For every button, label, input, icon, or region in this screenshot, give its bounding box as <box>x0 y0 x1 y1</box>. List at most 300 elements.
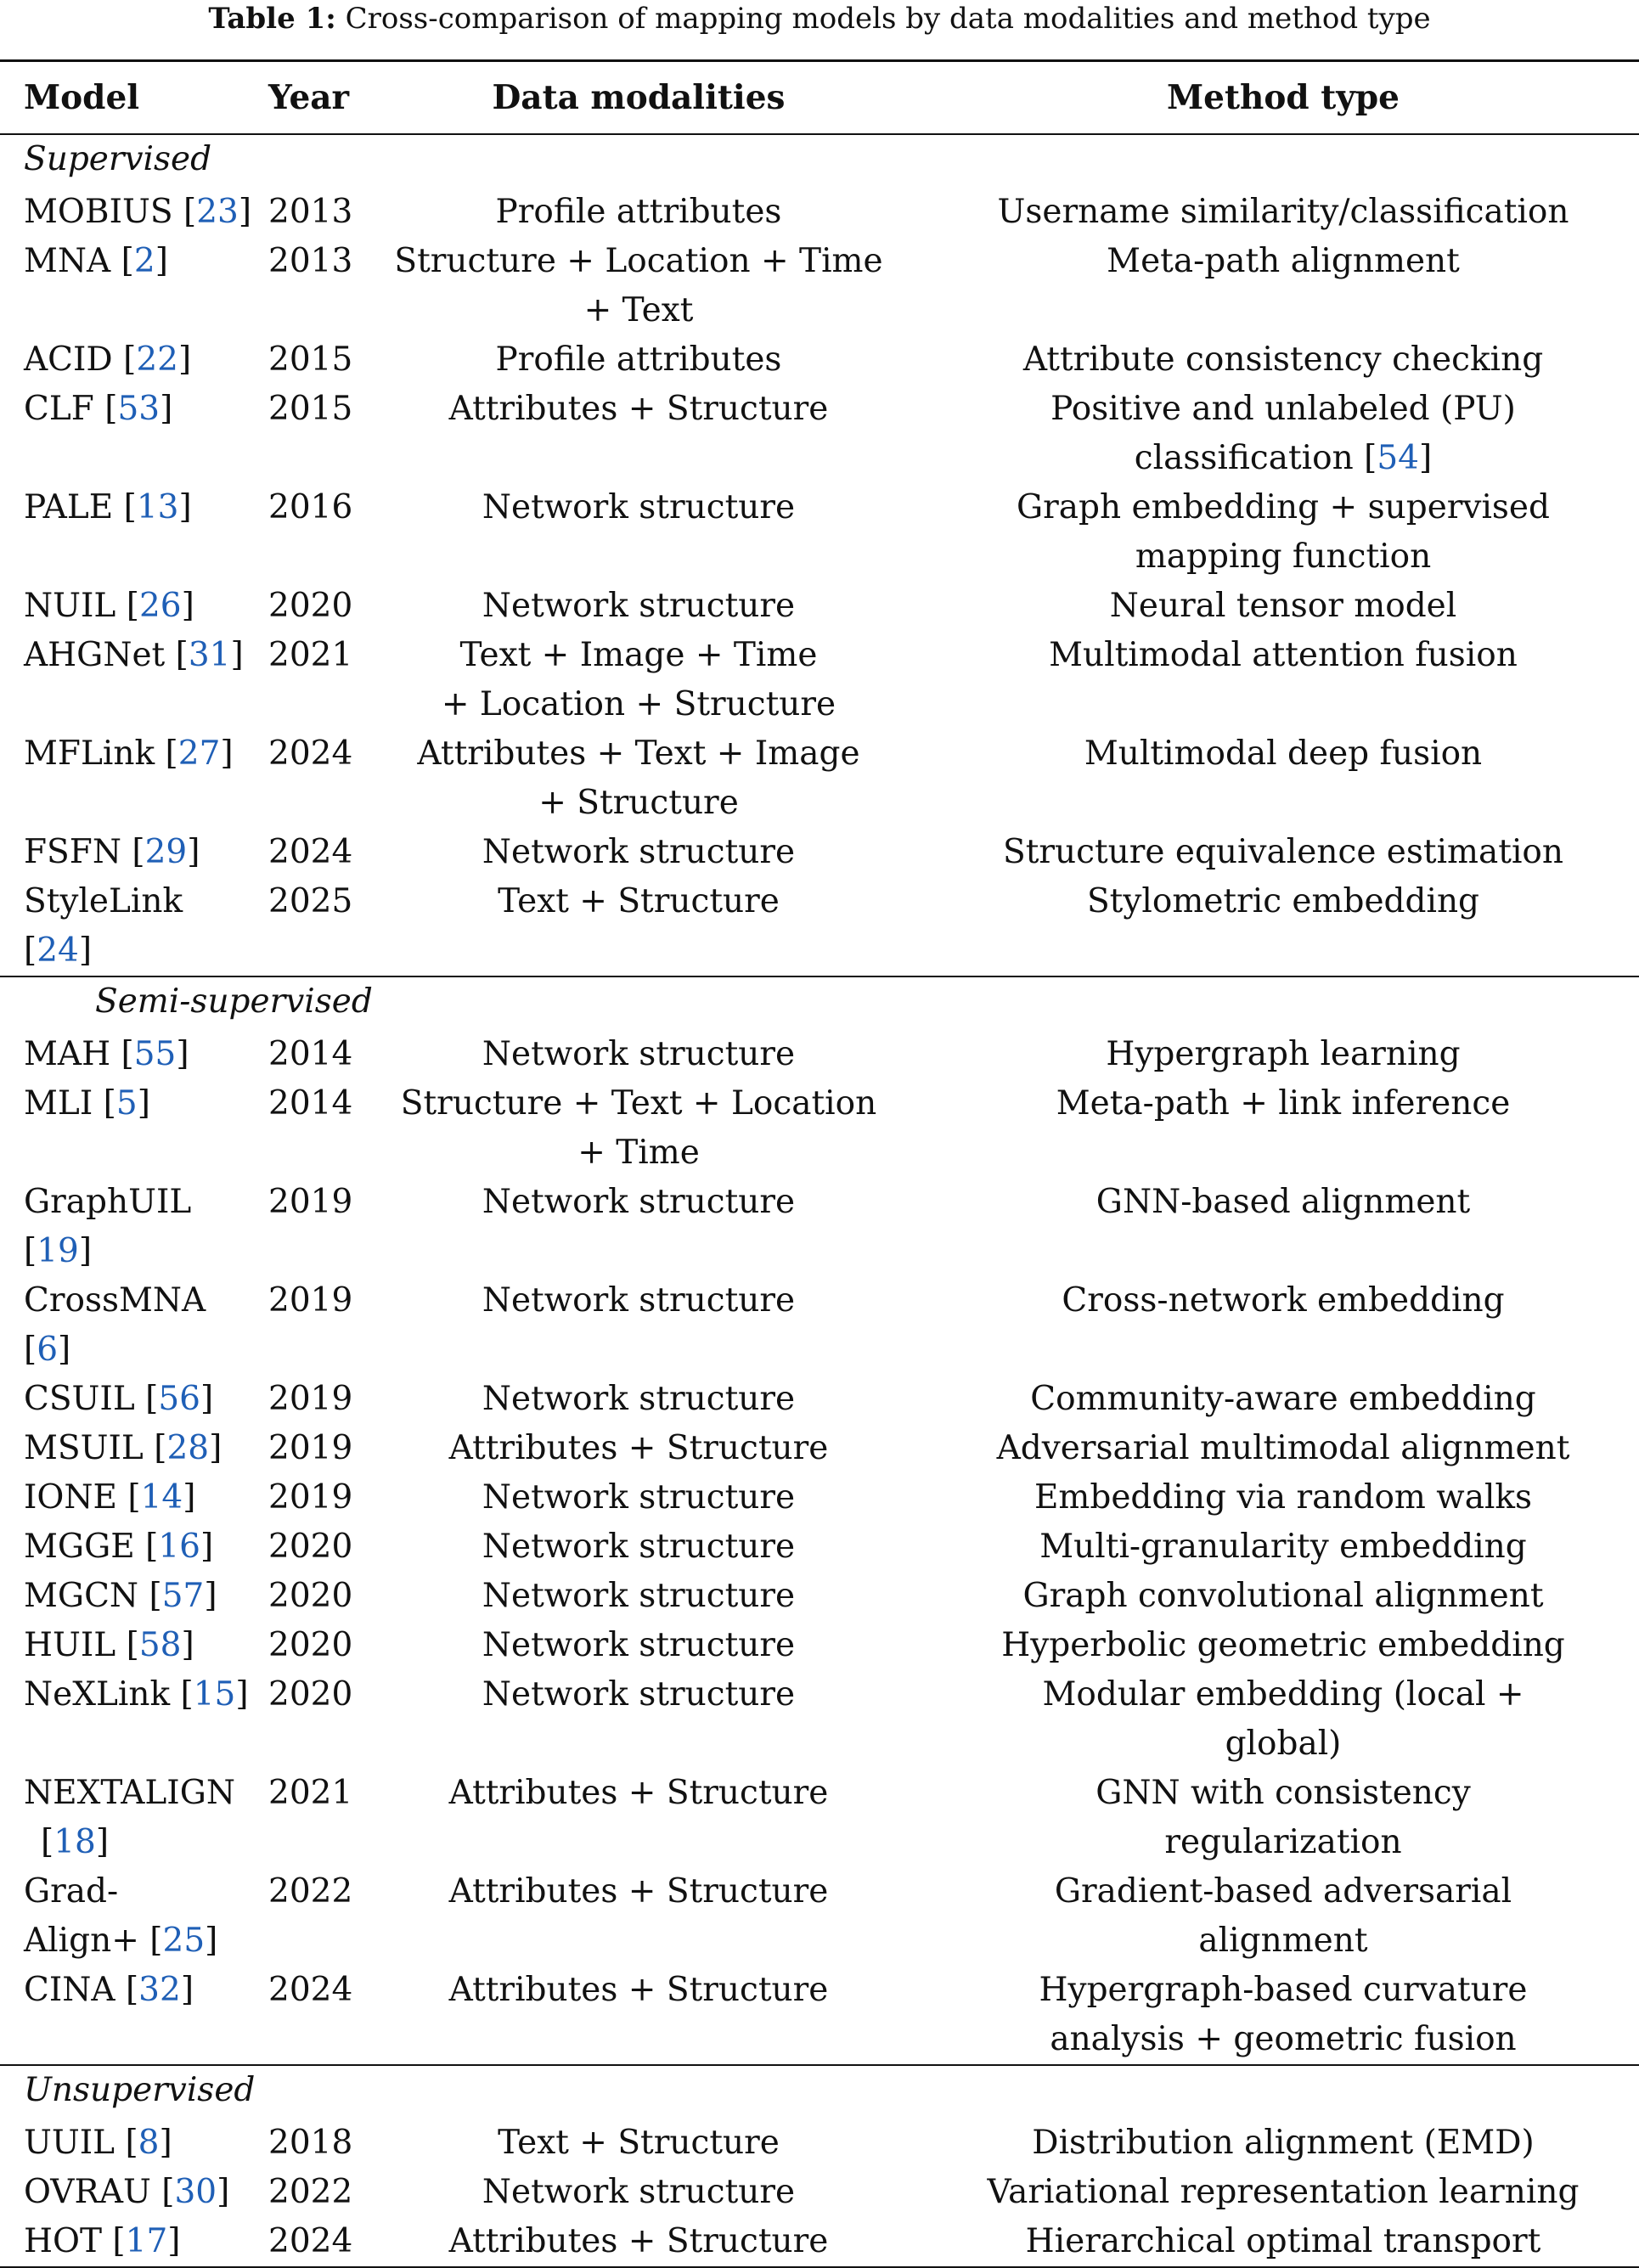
data-modalities-cell <box>350 1079 927 1178</box>
method-type-text: Username similarity/classification <box>997 193 1569 231</box>
data-modalities-line: Structure + Location + Time <box>394 242 883 280</box>
table-row <box>0 335 1639 385</box>
method-type-cell <box>927 2119 1639 2168</box>
model-name: CrossMNA [6] <box>24 1281 206 1369</box>
method-type-cell <box>927 1030 1639 1079</box>
model-name-text: NEXTALIGN <box>24 1774 235 1812</box>
table-row <box>0 2119 1639 2168</box>
method-type-text: regularization <box>1164 1823 1402 1861</box>
model-name-text: CINA <box>24 1971 115 2009</box>
model-name-text: Grad- <box>24 1872 119 1911</box>
model-name: Align+ [25] <box>24 1922 218 1960</box>
method-type-cell <box>927 1621 1639 1670</box>
comparison-table <box>0 59 1639 2268</box>
data-modalities-line: Network structure <box>482 1528 796 1566</box>
data-modalities-cell <box>350 1030 927 1079</box>
model-name-text: StyleLink <box>24 882 183 920</box>
method-type-line <box>927 1522 1639 1572</box>
citation-link[interactable]: 55 <box>133 1035 177 1073</box>
method-type-text: Multimodal deep fusion <box>1084 734 1483 773</box>
model-cell <box>0 828 255 877</box>
group-header-row <box>0 976 1639 1030</box>
year-cell: 2015 <box>268 390 353 428</box>
model-name: IONE [14] <box>24 1478 196 1517</box>
model-cell <box>0 729 255 828</box>
table-row <box>0 1522 1639 1572</box>
method-type-text: Gradient-based adversarial <box>1054 1872 1512 1911</box>
model-name-text: MOBIUS <box>24 193 173 231</box>
method-type-text: Distribution alignment (EMD) <box>1032 2124 1535 2162</box>
model-name: GraphUIL [19] <box>24 1183 192 1270</box>
model-name-text: CLF <box>24 390 94 428</box>
data-modalities-cell <box>350 1178 927 1276</box>
data-modalities-line: Text + Structure <box>498 882 780 920</box>
method-type-cell <box>927 483 1639 582</box>
data-modalities-line: Network structure <box>482 2173 796 2211</box>
citation-link[interactable]: 54 <box>1377 439 1419 477</box>
table-row <box>0 1867 1639 1966</box>
table-row <box>0 1670 1639 1769</box>
model-cell <box>0 2217 255 2267</box>
data-modalities-line: Text + Image + Time <box>459 636 818 674</box>
data-modalities-cell <box>350 1769 927 1867</box>
data-modalities-cell <box>350 1473 927 1522</box>
model-cell <box>0 1522 255 1572</box>
citation-link[interactable]: 22 <box>136 340 178 379</box>
table-row <box>0 483 1639 582</box>
data-modalities-cell <box>350 729 927 828</box>
year-cell: 2019 <box>268 1429 353 1467</box>
method-type-text: alignment <box>1198 1922 1368 1960</box>
model-cell <box>0 1276 255 1375</box>
model-name: MGGE [16] <box>24 1528 214 1566</box>
data-modalities-cell <box>350 1522 927 1572</box>
citation-link[interactable]: 17 <box>125 2222 168 2260</box>
data-modalities-line: Network structure <box>482 1281 796 1320</box>
model-name: HOT [17] <box>24 2222 181 2260</box>
method-type-text: Hierarchical optimal transport <box>1025 2222 1541 2260</box>
data-modalities-cell <box>350 1276 927 1375</box>
method-type-cell <box>927 1178 1639 1276</box>
method-type-text: Graph embedding + supervised <box>1017 488 1550 526</box>
data-modalities-line: Structure + Text + Location <box>400 1084 877 1123</box>
model-name: CLF [53] <box>24 390 173 428</box>
model-cell <box>0 1030 255 1079</box>
table-row <box>0 729 1639 828</box>
method-type-text: Hypergraph-based curvature <box>1039 1971 1528 2009</box>
model-name-text: HOT <box>24 2222 102 2260</box>
method-type-line <box>927 1079 1639 1128</box>
citation-link[interactable]: 31 <box>188 636 231 674</box>
method-type-cell <box>927 1670 1639 1769</box>
citation-link[interactable]: 2 <box>133 242 155 280</box>
year-cell: 2019 <box>268 1380 353 1418</box>
data-modalities-line: + Location + Structure <box>441 685 836 723</box>
method-type-cell <box>927 1375 1639 1424</box>
model-cell <box>0 1867 255 1966</box>
model-name-text: MAH <box>24 1035 111 1073</box>
table-row <box>0 582 1639 631</box>
header-method-type: Method type <box>927 61 1639 135</box>
data-modalities-cell <box>350 2119 927 2168</box>
method-type-text: Neural tensor model <box>1109 587 1457 625</box>
year-cell: 2014 <box>268 1084 353 1123</box>
model-cell <box>0 631 255 729</box>
year-cell: 2018 <box>268 2124 353 2162</box>
method-type-cell <box>927 729 1639 828</box>
data-modalities-cell <box>350 631 927 729</box>
model-name-text: MSUIL <box>24 1429 144 1467</box>
citation-link[interactable]: 27 <box>177 734 221 773</box>
method-type-cell <box>927 237 1639 335</box>
method-type-cell <box>927 335 1639 385</box>
table-row <box>0 631 1639 729</box>
method-type-line <box>927 1473 1639 1522</box>
data-modalities-cell <box>350 1670 927 1769</box>
method-type-cell <box>927 1473 1639 1522</box>
table-row <box>0 1473 1639 1522</box>
data-modalities-line: Network structure <box>482 1380 796 1418</box>
citation-link[interactable]: 15 <box>193 1675 236 1714</box>
method-type-line <box>927 1621 1639 1670</box>
model-cell <box>0 1572 255 1621</box>
citation-link[interactable]: 18 <box>54 1823 96 1861</box>
method-type-line <box>927 1769 1639 1818</box>
data-modalities-cell <box>350 335 927 385</box>
method-type-line <box>927 877 1639 926</box>
table-row <box>0 1769 1639 1867</box>
caption-text: Cross-comparison of mapping models by data modalities and method type <box>345 2 1431 36</box>
data-modalities-cell <box>350 1966 927 2065</box>
citation-link[interactable]: 5 <box>115 1084 138 1123</box>
caption-label: Table 1: <box>208 2 336 36</box>
citation-link[interactable]: 14 <box>140 1478 183 1517</box>
data-modalities-line: Attributes + Structure <box>448 390 829 428</box>
group-label: Semi-supervised <box>0 976 1639 1030</box>
citation-link[interactable]: 24 <box>37 931 79 970</box>
citation-link[interactable]: 30 <box>174 2173 217 2211</box>
year-cell: 2025 <box>268 882 353 920</box>
model-name: UUIL [8] <box>24 2124 172 2162</box>
model-name: ACID [22] <box>24 340 192 379</box>
year-cell: 2014 <box>268 1035 353 1073</box>
model-name-text: PALE <box>24 488 114 526</box>
model-name: MFLink [27] <box>24 734 234 773</box>
model-name: PALE [13] <box>24 488 192 526</box>
method-type-text: Cross-network embedding <box>1062 1281 1505 1320</box>
citation-link[interactable]: 16 <box>158 1528 200 1566</box>
model-name-text: UUIL <box>24 2124 115 2162</box>
year-cell: 2022 <box>268 1872 353 1911</box>
model-name-text: MGCN <box>24 1577 139 1615</box>
model-name-text: MFLink <box>24 734 155 773</box>
model-name-text: CrossMNA <box>24 1281 206 1320</box>
method-type-text: GNN-based alignment <box>1095 1183 1471 1221</box>
model-name <box>24 1867 255 1916</box>
model-name: HUIL [58] <box>24 1626 194 1664</box>
data-modalities-cell <box>350 1572 927 1621</box>
method-type-text: global) <box>1225 1725 1342 1763</box>
model-name: MAH [55] <box>24 1035 189 1073</box>
group-label: Unsupervised <box>0 2065 1639 2119</box>
year-cell: 2019 <box>268 1183 353 1221</box>
year-cell: 2013 <box>268 242 353 280</box>
method-type-line <box>927 532 1639 582</box>
method-type-text: GNN with consistency <box>1095 1774 1471 1812</box>
model-name-text: FSFN <box>24 833 121 871</box>
method-type-line <box>927 729 1639 779</box>
method-type-text: Structure equivalence estimation <box>1002 833 1564 871</box>
data-modalities-cell <box>350 1621 927 1670</box>
year-cell: 2020 <box>268 1577 353 1615</box>
model-cell <box>0 1966 255 2065</box>
citation-link[interactable]: 29 <box>144 833 188 871</box>
data-modalities-line: Attributes + Structure <box>448 1774 829 1812</box>
citation-link[interactable]: 56 <box>158 1380 200 1418</box>
method-type-cell <box>927 385 1639 483</box>
method-type-text: Graph convolutional alignment <box>1022 1577 1544 1615</box>
data-modalities-cell <box>350 1424 927 1473</box>
model-name-text: HUIL <box>24 1626 116 1664</box>
table-row <box>0 188 1639 237</box>
year-cell: 2019 <box>268 1281 353 1320</box>
method-type-text: Hyperbolic geometric embedding <box>1001 1626 1565 1664</box>
model-name: MGCN [57] <box>24 1577 217 1615</box>
year-cell: 2024 <box>268 1971 353 2009</box>
method-type-line <box>927 1178 1639 1227</box>
data-modalities-line: + Text <box>583 291 694 329</box>
method-type-text: Hypergraph learning <box>1106 1035 1461 1073</box>
method-type-line: classification [54] <box>1134 439 1433 477</box>
model-cell <box>0 385 255 483</box>
model-name-text: MGGE <box>24 1528 135 1566</box>
model-cell <box>0 582 255 631</box>
method-type-line <box>927 1867 1639 1916</box>
year-cell: 2020 <box>268 1528 353 1566</box>
data-modalities-line: Attributes + Structure <box>448 1971 829 2009</box>
method-type-cell <box>927 1769 1639 1867</box>
model-name: StyleLink [24] <box>24 882 183 970</box>
model-name: OVRAU [30] <box>24 2173 230 2211</box>
method-type-cell <box>927 1079 1639 1178</box>
data-modalities-cell <box>350 1375 927 1424</box>
data-modalities-line: Network structure <box>482 1035 796 1073</box>
table-row <box>0 1572 1639 1621</box>
year-cell: 2020 <box>268 1626 353 1664</box>
method-type-line <box>927 1375 1639 1424</box>
model-cell <box>0 1769 255 1867</box>
table-row <box>0 1030 1639 1079</box>
data-modalities-cell <box>350 582 927 631</box>
method-type-cell <box>927 1966 1639 2065</box>
table-caption <box>0 0 1639 36</box>
year-cell: 2020 <box>268 1675 353 1714</box>
model-name-text: AHGNet <box>24 636 166 674</box>
model-name-text: GraphUIL <box>24 1183 192 1221</box>
table-row <box>0 385 1639 483</box>
header-data-modalities: Data modalities <box>350 61 927 135</box>
method-type-text: Variational representation learning <box>987 2173 1580 2211</box>
method-type-line <box>927 631 1639 680</box>
model-name-text: MLI <box>24 1084 93 1123</box>
model-name-text: IONE <box>24 1478 117 1517</box>
table-row <box>0 1966 1639 2065</box>
data-modalities-cell <box>350 828 927 877</box>
data-modalities-line: Network structure <box>482 1675 796 1714</box>
method-type-line <box>927 1030 1639 1079</box>
year-cell: 2013 <box>268 193 353 231</box>
method-type-line <box>927 582 1639 631</box>
data-modalities-line: + Time <box>577 1134 700 1172</box>
citation-link[interactable]: 32 <box>138 1971 181 2009</box>
group-label: Supervised <box>24 140 212 178</box>
method-type-cell <box>927 1867 1639 1966</box>
model-name-text: Align+ <box>24 1922 139 1960</box>
method-type-text: Modular embedding (local + <box>1042 1675 1524 1714</box>
method-type-line <box>927 2168 1639 2217</box>
method-type-line <box>927 2217 1639 2266</box>
data-modalities-cell <box>350 188 927 237</box>
method-type-cell <box>927 631 1639 729</box>
method-type-text: Meta-path + link inference <box>1056 1084 1511 1123</box>
data-modalities-line: Text + Structure <box>498 2124 780 2162</box>
method-type-text: Community-aware embedding <box>1030 1380 1536 1418</box>
citation-link[interactable]: 26 <box>138 587 182 625</box>
model-cell <box>0 1424 255 1473</box>
model-name: CSUIL [56] <box>24 1380 214 1418</box>
year-cell: 2020 <box>268 587 353 625</box>
table-row <box>0 1178 1639 1276</box>
method-type-line <box>927 2015 1639 2064</box>
data-modalities-line: Network structure <box>482 1577 796 1615</box>
method-type-cell <box>927 1276 1639 1375</box>
data-modalities-line: Network structure <box>482 488 796 526</box>
data-modalities-cell <box>350 1867 927 1966</box>
table-row <box>0 1424 1639 1473</box>
citation-link[interactable]: 6 <box>37 1331 59 1369</box>
data-modalities-cell <box>350 2168 927 2217</box>
model-name-text: CSUIL <box>24 1380 135 1418</box>
method-type-cell <box>927 2168 1639 2217</box>
model-name: AHGNet [31] <box>24 636 244 674</box>
data-modalities-cell <box>350 385 927 483</box>
model-cell <box>0 237 255 335</box>
year-cell: 2024 <box>268 833 353 871</box>
model-cell <box>0 1375 255 1424</box>
method-type-cell <box>927 1572 1639 1621</box>
table-row <box>0 1079 1639 1178</box>
table-row <box>0 2217 1639 2267</box>
model-cell <box>0 2168 255 2217</box>
model-cell <box>0 188 255 237</box>
method-type-line <box>927 1276 1639 1325</box>
method-type-line <box>927 1916 1639 1966</box>
model-name: NUIL [26] <box>24 587 194 625</box>
method-type-text: Multimodal attention fusion <box>1049 636 1518 674</box>
model-cell <box>0 1621 255 1670</box>
method-type-text: Positive and unlabeled (PU) <box>1050 390 1516 428</box>
model-cell <box>0 877 255 976</box>
data-modalities-line: Profile attributes <box>495 340 782 379</box>
model-cell <box>0 483 255 582</box>
year-cell: 2022 <box>268 2173 353 2211</box>
model-cell <box>0 2119 255 2168</box>
data-modalities-line: Attributes + Structure <box>448 2222 829 2260</box>
year-cell: 2024 <box>255 2217 350 2267</box>
method-type-cell <box>927 877 1639 976</box>
table-row <box>0 2168 1639 2217</box>
citation-link[interactable]: 19 <box>37 1232 79 1270</box>
method-type-line <box>927 828 1639 877</box>
method-type-line <box>927 385 1639 434</box>
method-type-line <box>927 1670 1639 1719</box>
citation-link[interactable]: 58 <box>138 1626 182 1664</box>
method-type-cell <box>927 582 1639 631</box>
data-modalities-cell <box>350 483 927 582</box>
method-type-line <box>927 1818 1639 1867</box>
header-year: Year <box>255 61 350 135</box>
citation-link[interactable]: 28 <box>166 1429 210 1467</box>
table-row <box>0 1621 1639 1670</box>
method-type-text: Embedding via random walks <box>1034 1478 1533 1517</box>
method-type-line <box>927 188 1639 237</box>
model-name-text: NeXLink <box>24 1675 171 1714</box>
method-type-line <box>927 1424 1639 1473</box>
data-modalities-line: Attributes + Text + Image <box>417 734 860 773</box>
model-name: NeXLink [15] <box>24 1675 249 1714</box>
table-row <box>0 1276 1639 1375</box>
method-type-cell <box>927 1522 1639 1572</box>
method-type-cell <box>927 828 1639 877</box>
year-cell: 2015 <box>268 340 353 379</box>
method-type-text: Adversarial multimodal alignment <box>996 1429 1570 1467</box>
model-name <box>24 1769 255 1818</box>
method-type-line <box>927 237 1639 286</box>
method-type-text: mapping function <box>1135 537 1432 576</box>
model-name: MLI [5] <box>24 1084 150 1123</box>
method-type-text: Stylometric embedding <box>1086 882 1480 920</box>
model-name: CINA [32] <box>24 1971 194 2009</box>
data-modalities-line: + Structure <box>538 784 739 822</box>
method-type-cell <box>927 2217 1639 2267</box>
table-body <box>0 134 1639 2267</box>
group-header-row <box>0 2065 1639 2119</box>
data-modalities-line: Network structure <box>482 1478 796 1517</box>
data-modalities-line: Network structure <box>482 587 796 625</box>
citation-link[interactable]: 57 <box>161 1577 205 1615</box>
year-cell: 2019 <box>268 1478 353 1517</box>
method-type-text: Multi-granularity embedding <box>1039 1528 1527 1566</box>
method-type-line <box>927 483 1639 532</box>
citation-link[interactable]: 23 <box>196 193 239 231</box>
header-row <box>0 61 1639 135</box>
method-type-cell <box>927 1424 1639 1473</box>
table-row <box>0 828 1639 877</box>
method-type-text: Attribute consistency checking <box>1022 340 1544 379</box>
year-cell: 2016 <box>268 488 353 526</box>
citation-link[interactable]: 25 <box>162 1922 206 1960</box>
model-cell <box>0 1178 255 1276</box>
data-modalities-line: Profile attributes <box>495 193 782 231</box>
model-name: MNA [2] <box>24 242 168 280</box>
method-type-line <box>927 1966 1639 2015</box>
data-modalities-cell <box>350 237 927 335</box>
citation-link[interactable]: 8 <box>138 2124 160 2162</box>
citation-link[interactable]: 13 <box>136 488 179 526</box>
method-type-line <box>927 1719 1639 1769</box>
data-modalities-cell <box>350 2217 927 2267</box>
citation-link[interactable]: 53 <box>117 390 161 428</box>
